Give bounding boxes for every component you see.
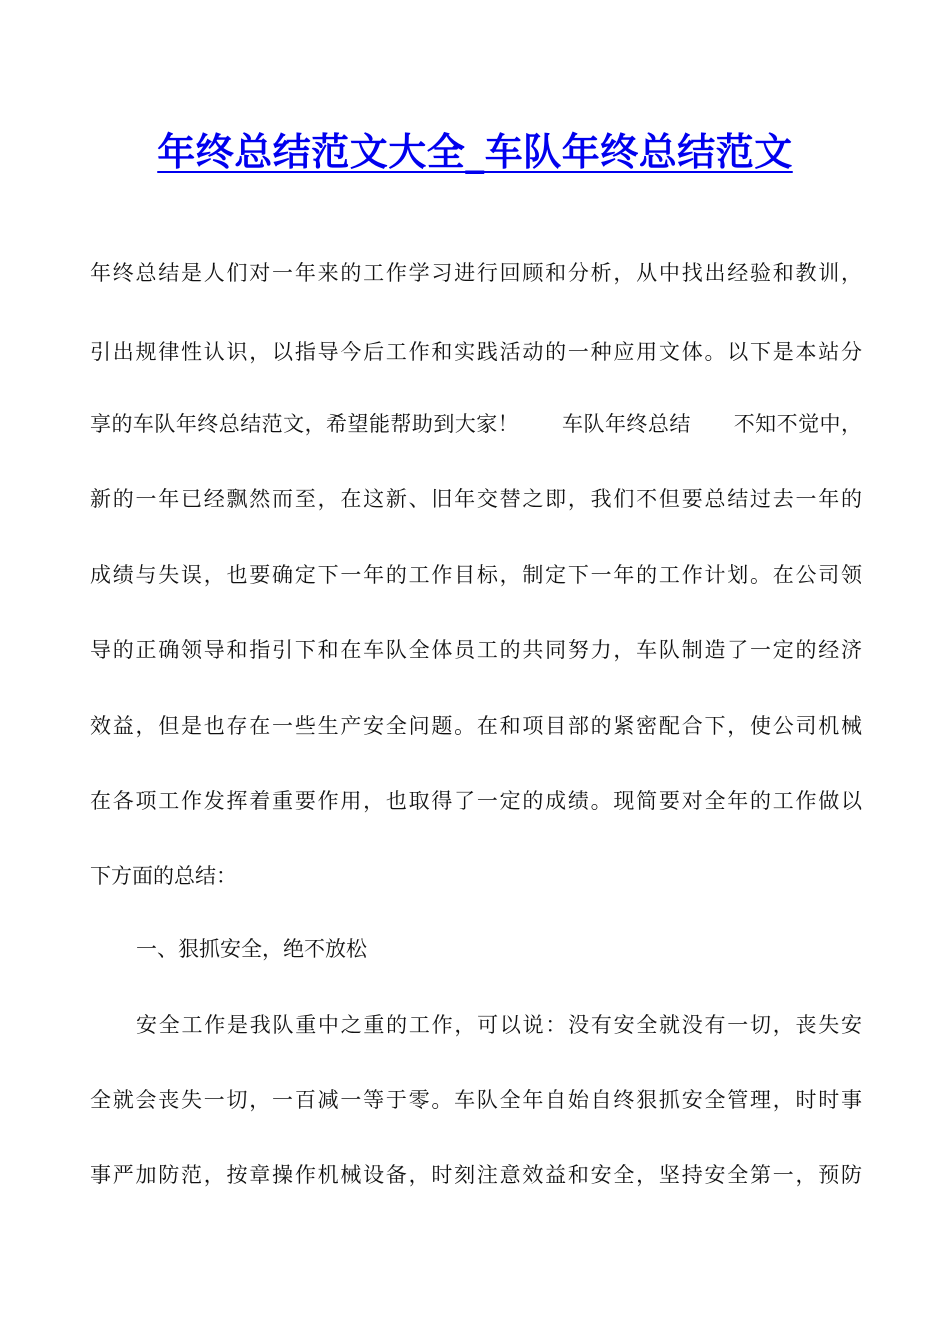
body-line-11: 全就会丧失一切，一百减一等于零。车队全年自始自终狠抓安全管理，时时事: [90, 1088, 862, 1112]
body-line-7: 效益，但是也存在一些生产安全问题。在和项目部的紧密配合下，使公司机械: [90, 714, 862, 738]
body-line-9: 下方面的总结：: [90, 864, 237, 888]
document-title: [0, 122, 950, 182]
body-line-5: 成绩与失误，也要确定下一年的工作目标，制定下一年的工作计划。在公司领: [90, 563, 862, 587]
body-line-6: 导的正确领导和指引下和在车队全体员工的共同努力，车队制造了一定的经济: [90, 638, 862, 662]
body-line-3: 享的车队年终总结范文，希望能帮助到大家！ 车队年终总结 不知不觉中，: [90, 412, 862, 436]
section-heading-1: 一、狠抓安全，绝不放松: [136, 937, 367, 961]
body-line-12: 事严加防范，按章操作机械设备，时刻注意效益和安全，坚持安全第一，预防: [90, 1163, 862, 1187]
body-line-1: 年终总结是人们对一年来的工作学习进行回顾和分析，从中找出经验和教训，: [90, 261, 862, 285]
body-line-4: 新的一年已经飘然而至，在这新、旧年交替之即，我们不但要总结过去一年的: [90, 487, 862, 511]
body-line-2: 引出规律性认识，以指导今后工作和实践活动的一种应用文体。以下是本站分: [90, 340, 862, 364]
body-line-10: 安全工作是我队重中之重的工作，可以说：没有安全就没有一切，丧失安: [136, 1013, 862, 1037]
title-link[interactable]: 年终总结范文大全_车队年终总结范文: [157, 130, 793, 174]
body-line-8: 在各项工作发挥着重要作用，也取得了一定的成绩。现简要对全年的工作做以: [90, 789, 862, 813]
